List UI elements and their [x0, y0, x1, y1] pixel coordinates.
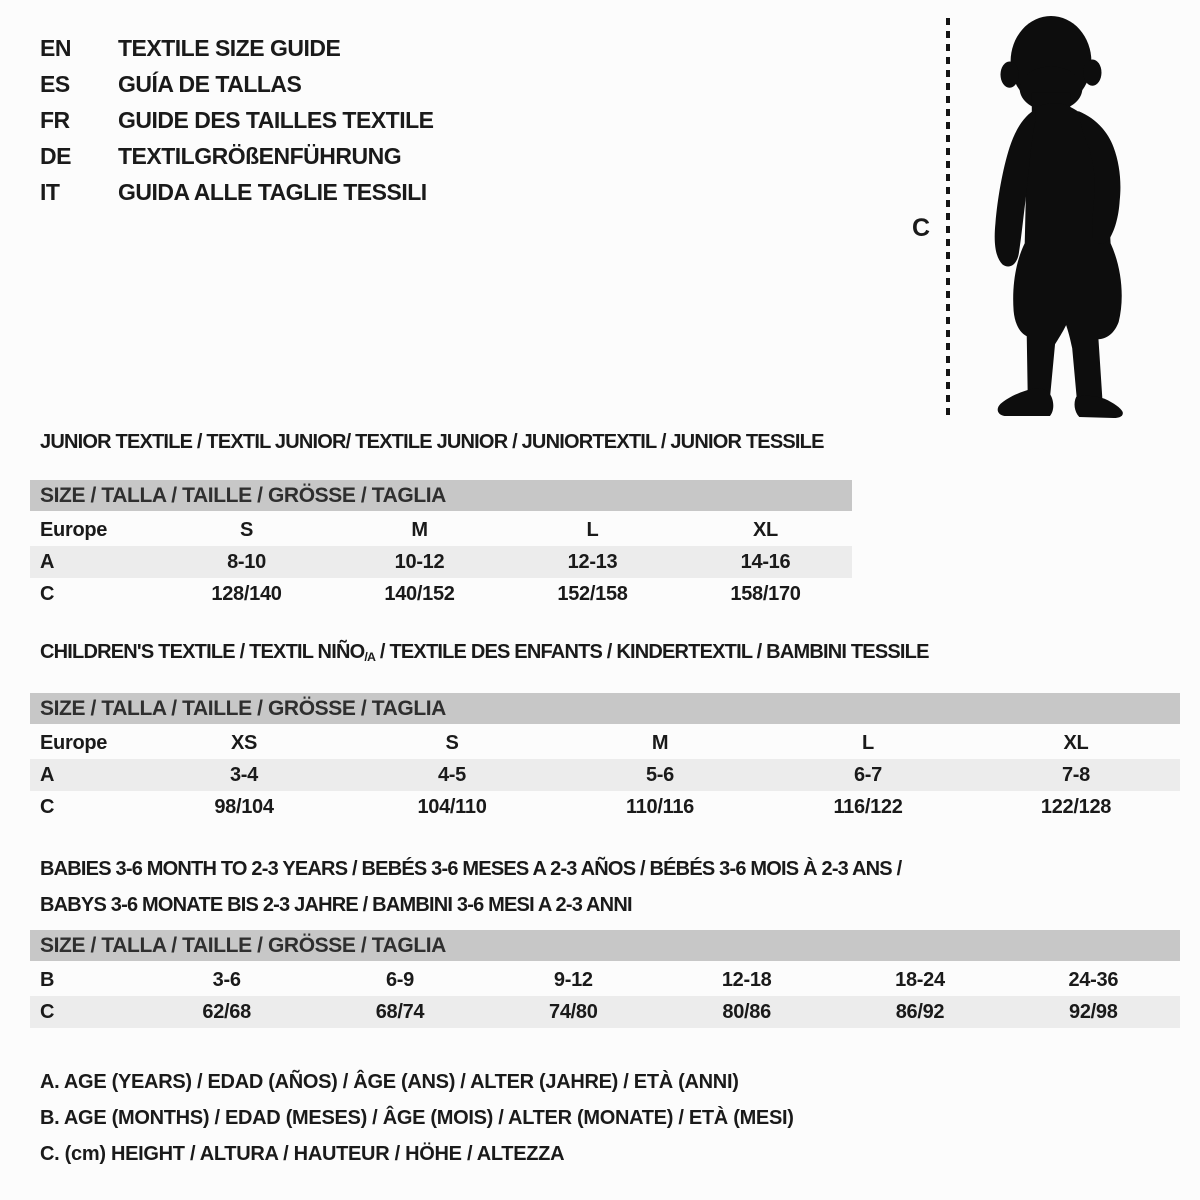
- height-value: 68/74: [375, 1000, 425, 1023]
- language-row: [40, 174, 434, 210]
- size-value: M: [651, 731, 669, 754]
- height-value: 80/86: [722, 1000, 771, 1023]
- row-label: B: [40, 968, 55, 991]
- row-label: A: [40, 550, 55, 573]
- age-value: 10-12: [394, 550, 445, 573]
- language-row: [40, 138, 434, 174]
- language-code: EN: [40, 34, 71, 61]
- footnote-age-months: B. AGE (MONTHS) / EDAD (MESES) / ÂGE (MOIS) / ALTER (MONATE) / ETÀ (MESI): [40, 1107, 794, 1129]
- height-value: 62/68: [202, 1000, 251, 1023]
- height-value: 158/170: [730, 582, 801, 605]
- row-label: Europe: [40, 518, 108, 541]
- row-label: C: [40, 795, 55, 818]
- size-value: M: [411, 518, 428, 541]
- guide-title: GUIDE DES TAILLES TEXTILE: [118, 106, 434, 133]
- guide-title: GUIDA ALLE TAGLIE TESSILI: [118, 178, 427, 205]
- table-row-europe: [30, 514, 852, 546]
- age-value: 6-7: [853, 763, 882, 786]
- table-row-age: [30, 759, 1180, 791]
- table-row-height: [30, 791, 1180, 823]
- months-value: 18-24: [895, 968, 945, 991]
- language-code: ES: [40, 70, 70, 97]
- age-value: 7-8: [1061, 763, 1090, 786]
- row-label: A: [40, 763, 55, 786]
- age-value: 3-4: [229, 763, 258, 786]
- junior-textile-section: [30, 430, 852, 610]
- size-value: S: [445, 731, 459, 754]
- height-value: 110/116: [626, 795, 694, 818]
- language-code: DE: [40, 142, 71, 169]
- height-value: 116/122: [833, 795, 903, 818]
- age-value: 4-5: [437, 763, 466, 786]
- language-row: [40, 66, 434, 102]
- size-header-bar: SIZE / TALLA / TAILLE / GRÖSSE / TAGLIA: [30, 930, 1180, 961]
- size-value: S: [239, 518, 254, 541]
- table-row-months: [30, 964, 1180, 996]
- toddler-shape: [995, 16, 1123, 418]
- table-row-age: [30, 546, 852, 578]
- language-code: IT: [40, 178, 60, 205]
- footnote-height: C. (cm) HEIGHT / ALTURA / HAUTEUR / HÖHE / ALTEZZA: [40, 1143, 565, 1165]
- age-value: 12-13: [567, 550, 618, 573]
- height-value: 140/152: [384, 582, 455, 605]
- size-header-bar: SIZE / TALLA / TAILLE / GRÖSSE / TAGLIA: [30, 693, 1180, 724]
- childrens-textile-section: [30, 640, 1180, 823]
- size-value: L: [862, 731, 874, 754]
- babies-section: [30, 849, 1180, 1028]
- guide-title: GUÍA DE TALLAS: [118, 70, 302, 97]
- guide-title: TEXTILGRÖßENFÜHRUNG: [118, 142, 402, 169]
- section-title-text: CHILDREN'S TEXTILE / TEXTIL NIÑO: [40, 641, 365, 663]
- height-value: 92/98: [1069, 1000, 1118, 1023]
- size-value: L: [586, 518, 599, 541]
- language-list: [40, 30, 434, 210]
- footnote-age-years: A. AGE (YEARS) / EDAD (AÑOS) / ÂGE (ANS) / ALTER (JAHRE) / ETÀ (ANNI): [40, 1071, 739, 1093]
- language-row: [40, 102, 434, 138]
- size-value: XL: [1063, 731, 1089, 754]
- height-value: 128/140: [211, 582, 282, 605]
- section-title-line2: BABYS 3-6 MONATE BIS 2-3 JAHRE / BAMBINI 3-6 MESI A 2-3 ANNI: [40, 894, 632, 916]
- row-label: C: [40, 1000, 55, 1023]
- footnotes: [40, 1064, 794, 1172]
- months-value: 3-6: [212, 968, 241, 991]
- row-label: Europe: [40, 731, 108, 754]
- height-value: 152/158: [557, 582, 628, 605]
- age-value: 5-6: [645, 763, 674, 786]
- language-row: [40, 30, 434, 66]
- section-title: [40, 640, 1180, 669]
- section-title: JUNIOR TEXTILE / TEXTIL JUNIOR/ TEXTILE JUNIOR / JUNIORTEXTIL / JUNIOR TESSILE: [40, 431, 824, 453]
- age-value: 8-10: [227, 550, 266, 573]
- toddler-silhouette: [966, 14, 1138, 418]
- height-measure-line: [946, 18, 950, 416]
- size-header-bar: SIZE / TALLA / TAILLE / GRÖSSE / TAGLIA: [30, 480, 852, 511]
- table-row-height: [30, 996, 1180, 1028]
- section-title-text: / TEXTILE DES ENFANTS / KINDERTEXTIL / BAMBINI TESSILE: [375, 641, 929, 663]
- size-value: XL: [753, 518, 778, 541]
- row-label: C: [40, 582, 55, 605]
- age-value: 14-16: [740, 550, 791, 573]
- table-row-height: [30, 578, 852, 610]
- size-value: XS: [230, 731, 258, 754]
- height-measure-label: C: [912, 214, 931, 242]
- months-value: 24-36: [1068, 968, 1119, 991]
- height-value: 98/104: [214, 795, 274, 818]
- table-row-europe: [30, 727, 1180, 759]
- months-value: 6-9: [385, 968, 414, 991]
- height-value: 86/92: [895, 1000, 945, 1023]
- height-value: 74/80: [549, 1000, 598, 1023]
- months-value: 12-18: [721, 968, 772, 991]
- section-title-subscript: /A: [364, 650, 376, 665]
- height-value: 104/110: [417, 795, 487, 818]
- section-title: [40, 851, 1180, 923]
- section-title-line1: BABIES 3-6 MONTH TO 2-3 YEARS / BEBÉS 3-6 MESES A 2-3 AÑOS / BÉBÉS 3-6 MOIS À 2-3 ANS /: [40, 858, 902, 880]
- language-code: FR: [40, 106, 70, 133]
- months-value: 9-12: [553, 968, 593, 991]
- height-value: 122/128: [1040, 795, 1112, 818]
- guide-title: TEXTILE SIZE GUIDE: [118, 34, 341, 61]
